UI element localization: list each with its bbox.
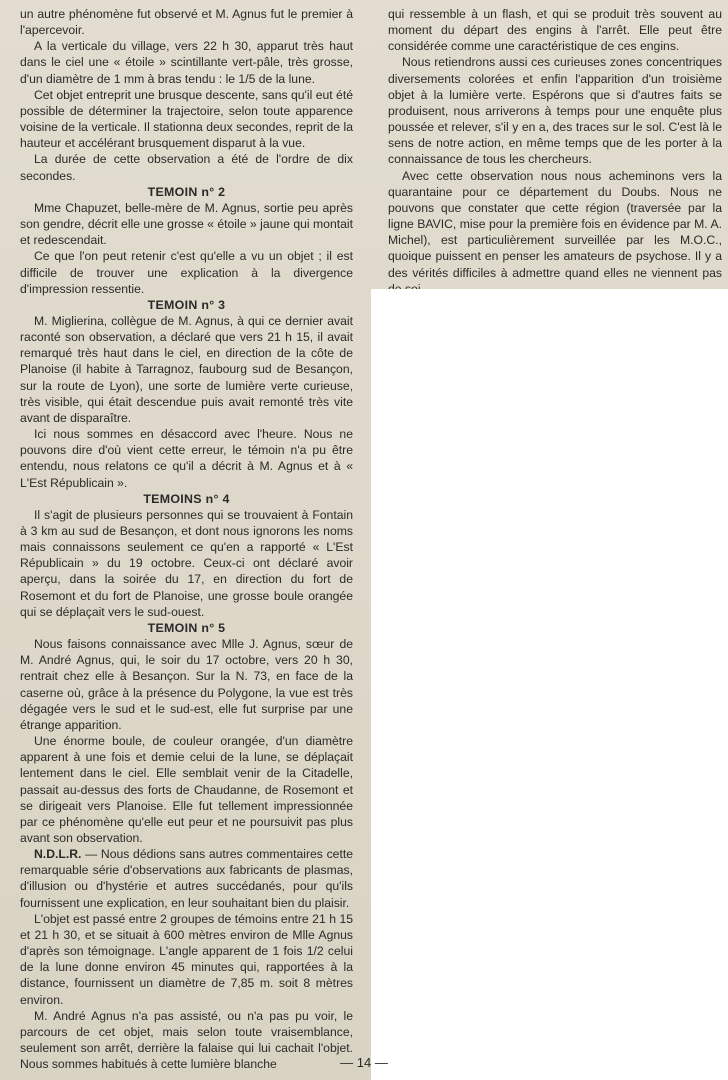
witness-heading: TEMOIN n° 2: [147, 184, 226, 199]
paragraph: Mme Chapuzet, belle-mère de M. Agnus, sortie peu après son gendre, décrit elle une grosse « étoile » jaune qui montait et redescendait.: [20, 200, 353, 248]
paragraph: Une énorme boule, de couleur orangée, d'un diamètre apparent à une fois et demie celui de la lune, se déplaçait lentement dans le ciel. Elle semblait venir de la Citadelle, passait au-dessus des forts de Chaudanne, de Rosemont et se dirigeait vers Planoise. Elle fut tellement impressionnée par ce phénomène qu'elle eut peur et ne poursuivit pas plus avant son observation.: [20, 734, 353, 845]
paragraph: Avec cette observation nous nous acheminons vers la quarantaine pour ce département du Doubs. Nous ne pouvons que constater que cette région (traversée par la ligne BAVIC, mise pour la première fois en évidence par M. A. Michel), est particulièrement surveillée par les M.O.C., quoique puissent en penser les amateurs de psychose. Il y a des vérités difficiles à admettre quand elles ne viennent pas: [388, 168, 722, 280]
paragraph: M. André Agnus n'a pas assisté, ou n'a pas pu voir, le parcours de cet objet, mais selon toute vraisemblance, seulement son arrêt, derrière la falaise qui lui cachait l'objet. Nous sommes habitués à cette lumière blanche: [20, 1008, 353, 1072]
witness-heading: TEMOINS n° 4: [143, 491, 230, 506]
right-column: [388, 6, 722, 297]
paragraph: Ce que l'on peut retenir c'est qu'elle a vu un objet ; il est difficile de trouver une explication à la divergence d'impression ressentie.: [20, 249, 353, 296]
witness-heading: TEMOIN n° 5: [147, 620, 226, 635]
editor-note-text: — Nous dédions sans autres commentaires cette remarquable série d'observations aux fabricants de plasmas, d'illusion ou d'hystérie et autres succédanés, pour qu'ils fournissent une explication, en leur souhaitant bien du plaisir.: [20, 847, 353, 910]
witness-heading: TEMOIN n° 3: [147, 297, 226, 312]
paragraph: L'objet est passé entre 2 groupes de témoins entre 21 h 15 et 21 h 30, et se situait à 600 mètres environ de Mlle Agnus d'après son témoignage. L'angle apparent de 1 fois 1/2 celui de la lune donne environ 45 minutes qui, rapportées à la distance, fournissent un diamètre de 7,85 m. soit 8 mètres environ.: [20, 911, 353, 1007]
paragraph: Cet objet entreprit une brusque descente, sans qu'il eut été possible de déterminer la trajectoire, selon toute apparence voisine de la verticale. Il stationna deux secondes, reprit de la hauteur et accélérant brusquement disparut à la vue.: [20, 87, 353, 151]
paragraph: Ici nous sommes en désaccord avec l'heure. Nous ne pouvons dire d'où vient cette erreur, le témoin n'a pu être entendu, nous relatons ce qu'il a décrit à M. Agnus et à « L'Est Républicain ».: [20, 427, 353, 490]
paragraph: [20, 846, 353, 911]
paragraph: Il s'agit de plusieurs personnes qui se trouvaient à Fontain à 3 km au sud de Besançon, et dont nous ignorons les noms mais connaissons seulement ce qu'en a rapporté « L'Est Républicain » du 19 octobre. Ceux-ci ont déclaré avoir aperçu, dans la soirée du 17, en direction du fort de Rosemont et du fort de Planoise, une grosse boule orangée qui se déplaçait vers le sud-ouest.: [20, 507, 353, 619]
editor-note-label: N.D.L.R.: [34, 847, 82, 862]
paragraph: M. Miglierina, collègue de M. Agnus, à qui ce dernier avait raconté son observation, a déclaré que vers 21 h 15, il avait remarqué très haut dans le ciel, en direction de la côte de Planoise (il habite à Tarragnoz, faubourg sud de Besançon, sur la route de Lyon), une sorte de lumière verte curieuse, très visible, qui était descendue puis avait remonté très vite avant de disparaître.: [20, 313, 353, 425]
paragraph: A la verticale du village, vers 22 h 30, apparut très haut dans le ciel une « étoile » scintillante vert-pâle, très grosse, d'un diamètre de 1 mm à bras tendu : le 1/5 de la lune.: [20, 39, 353, 86]
left-column: [20, 6, 353, 1072]
paragraph: un autre phénomène fut observé et M. Agnus fut le premier à l'apercevoir.: [20, 7, 353, 38]
paragraph: La durée de cette observation a été de l'ordre de dix secondes.: [20, 152, 353, 183]
paragraph: qui ressemble à un flash, et qui se produit très souvent au moment du départ des engins à l'arrêt. Elle peut être considérée comme une caractéristique de ces engins.: [388, 7, 722, 54]
blank-area: [371, 289, 728, 1080]
paragraph: Nous retiendrons aussi ces curieuses zones concentriques diversements colorées et enfin l'apparition d'un troisième objet à la lumière verte. Espérons que si d'autres faits se produisent, nous arriverons à temps pour une enquête plus poussée et relever, s'il y en a, des traces sur le sol. C'est là le sens de notre action, en même temps que de les porter à la connaissance de tous les chercheurs.: [388, 55, 722, 167]
page-number: — 14 —: [340, 1055, 388, 1070]
paragraph: Nous faisons connaissance avec Mlle J. Agnus, sœur de M. André Agnus, qui, le soir du 17 octobre, vers 20 h 30, rentrait chez elle à Besançon. Sur la N. 73, en face de la caserne où, grâce à la présence du Polygone, la vue est très dégagée vers le sud et le sud-est, elle fut surprise par une étrange apparition.: [20, 637, 353, 732]
